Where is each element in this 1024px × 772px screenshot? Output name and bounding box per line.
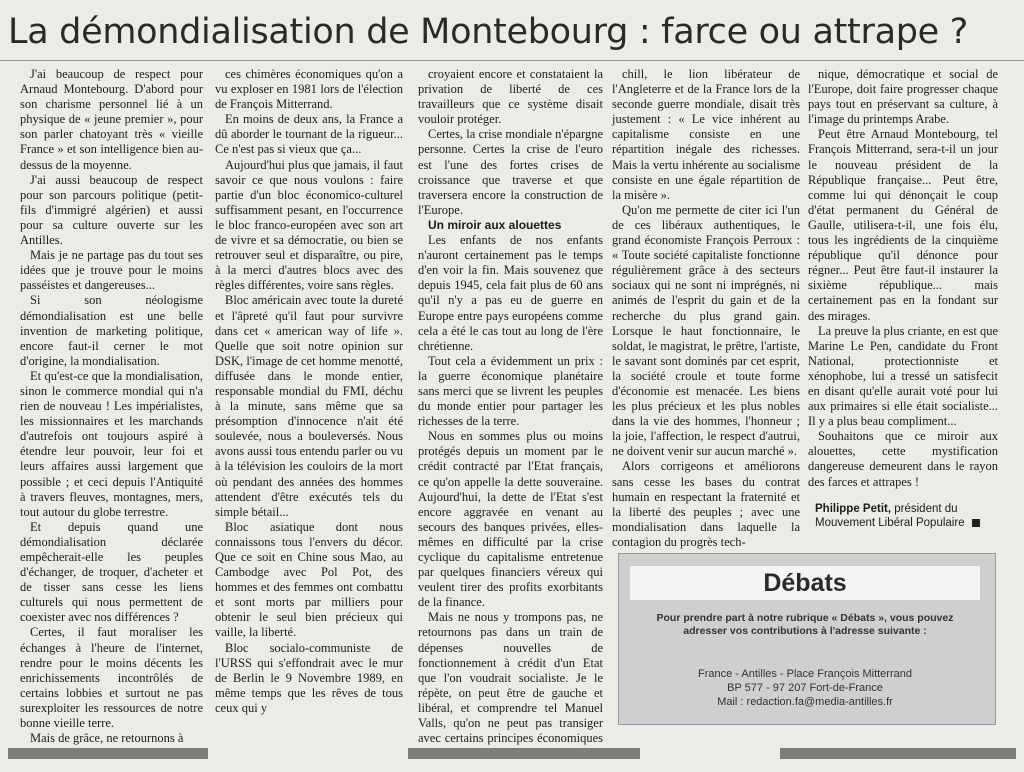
paragraph: Bloc asiatique dont nous connaissons tous l'envers du décor. Que ce soit en Chine sous Mao, au Cambodge avec Pol Pot, des hommes et des femmes ont combattu et sont morts par milliers pour obtenir le seul bien précieux qui vaille, la liberté. bbox=[215, 519, 403, 640]
paragraph: Souhaitons que ce miroir aux alouettes, cette mystification dangereuse demeurent dans le rayon des farces et attrapes ! bbox=[808, 429, 998, 489]
paragraph: Nous en sommes plus ou moins protégés depuis un moment par le crédit contracté par l'Etat français, ce qu'on appelle la dette souveraine. Aujourd'hui, la dette de l'Etat s'est encore aggravée en venant au secours des banques privées, elles-mêmes en difficulté par la crise cyclique du capitalisme entretenue par quelques financiers véreux qui veulent tirer des profits exorbitants de la finance. bbox=[418, 429, 603, 610]
headline-rule bbox=[0, 60, 1024, 61]
article-column-1 bbox=[20, 67, 203, 746]
end-of-article-mark bbox=[972, 519, 980, 527]
paragraph: Et qu'est-ce que la mondialisation, sinon le commerce mondial qui n'a rien de nouveau ! Les impérialistes, les missionnaires et les marchands d'autrefois ont toujours aspiré à étendre leur pouvoir, leur foi et leurs affaires aussi largement que possible ; et ceci depuis l'Antiquité à travers fleuves, montagnes, mers, tout autour du globe terrestre. bbox=[20, 368, 203, 519]
column-3-top bbox=[418, 67, 603, 218]
footer-bar-left bbox=[8, 748, 208, 759]
footer-bar-middle bbox=[408, 748, 640, 759]
paragraph: Mais de grâce, ne retournons à bbox=[30, 731, 184, 746]
headline: La démondialisation de Montebourg : farce ou attrape ? bbox=[8, 12, 968, 52]
subheading: Un miroir aux alouettes bbox=[428, 217, 562, 232]
paragraph: Peut être Arnaud Montebourg, tel François Mitterrand, sera-t-il un jour le nouveau président de la République française... Peut être, comme lui qui dénonçait le coup d'état permanent du Général de Gaulle, utilisera-t-il, une fois élu, tous les ingrédients de la cinquième république qu'il dénonce pour régner... Peut être faut-il instaurer la sixième république... mais certainement pas en la fondant sur des mirages. bbox=[808, 127, 998, 323]
contact-email: Mail : redaction.fa@media-antilles.fr bbox=[717, 696, 893, 708]
debats-title: Débats bbox=[630, 566, 980, 600]
paragraph: Certes, la crise mondiale n'épargne personne. Certes la crise de l'euro est l'une des fortes crises de croissance que traverse et que traversera encore la construction de l'Europe. bbox=[418, 127, 603, 217]
paragraph: Et depuis quand une démondialisation déclarée empêcherait-elle les peuples d'échanger, de troquer, d'acheter et de tisser sans cesse les liens culturels qui nous permettent de coexister avec nos différences ? bbox=[20, 519, 203, 625]
debats-address bbox=[640, 667, 970, 709]
paragraph: La preuve la plus criante, en est que Marine Le Pen, candidate du Front National, protectionniste et xénophobe, lui a tressé un satisfecit en disant qu'elle aurait voté pour lui aux primaires si elle était socialiste... Il y a plus beau compliment... bbox=[808, 323, 998, 429]
paragraph: Bloc socialo-communiste de l'URSS qui s'effondrait avec le mur de Berlin le 9 Novembre 1989, en même temps que les rêves de tous ceux qui y bbox=[215, 640, 403, 715]
column-3-bottom bbox=[418, 233, 603, 761]
author-name: Philippe Petit, bbox=[815, 503, 892, 515]
paragraph: J'ai beaucoup de respect pour Arnaud Montebourg. D'abord pour son charisme personnel lié à un physique de « jeune premier », pour son parler chatoyant très « vieille France » et son intelligence bien au-dessus de la moyenne. bbox=[20, 67, 203, 172]
article-column-2 bbox=[215, 67, 403, 730]
paragraph: En moins de deux ans, la France a dû aborder le tournant de la rigueur... Ce n'est pas si vieux que ça... bbox=[215, 112, 403, 157]
paragraph: Aujourd'hui plus que jamais, il faut savoir ce que nous voulons : faire partie d'un bloc économico-culturel suffisamment pesant, en l'occurrence le bloc franco-européen avec son art de vivre et sa démocratie, ou bien se retrouver seul et disparaître, ou pire, à la merci d'autres blocs avec des règles différentes, voire sans règles. bbox=[215, 157, 403, 293]
paragraph: Alors corrigeons et améliorons sans cesse les bases du contrat humain en respectant la fraternité et la liberté des peuples ; avec une mondialisation dans laquelle la contagion du progrès tech- bbox=[612, 459, 800, 549]
paragraph: ces chimères économiques qu'on a vu exploser en 1981 lors de l'élection de François Mitterrand. bbox=[215, 67, 403, 112]
debats-intro: Pour prendre part à notre rubrique « Débats », vous pouvez adresser vos contributions à l'adresse suivante : bbox=[656, 612, 954, 637]
footer-bar-right bbox=[780, 748, 1016, 759]
article-column-3 bbox=[418, 67, 603, 746]
paragraph: J'ai aussi beaucoup de respect pour son parcours politique (petit-fils d'immigré algérien) et aussi pour sa culture ouverte sur les Antilles. bbox=[20, 172, 203, 248]
paragraph: Bloc américain avec toute la dureté et l'âpreté qu'il faut pour survivre dans cet « american way of life ». Quelle que soit notre opinion sur DSK, l'image de cet homme menotté, diffusée dans le monde entier, responsable mondial du FMI, déchu à la minute, sans même que sa présomption d'innocence n'ait été soulevée, nous a bouleversés. Nous avons aussi tous entendu parler ou vu à la télévision les couloirs de la mort où pendant des années des hommes attendent d'être exécutés tels du simple bétail... bbox=[215, 293, 403, 519]
paragraph: Mais je ne partage pas du tout ses idées que je trouve pour le moins passéistes et dangereuses... bbox=[20, 248, 203, 293]
article-column-5 bbox=[808, 67, 998, 542]
paragraph: Certes, il faut moraliser les échanges à l'heure de l'internet, rendre pour le moins décents les enrichissements incontrôlés de certains lobbies et surtout ne pas surexploiter les ressources de notre bonne vieille terre. bbox=[20, 625, 203, 731]
author-signature bbox=[815, 502, 1005, 530]
paragraph: Les enfants de nos enfants n'auront certainement pas le temps d'en voir la fin. Mais souvenez que depuis 1945, cela fait plus de 60 ans qu'il n'y a pas eu de guerre en Europe entre pays européens comme cela a été le cas tout au long de l'ère chrétienne. bbox=[418, 233, 603, 353]
paragraph: nique, démocratique et social de l'Europe, doit faire progresser chaque pays tout en préservant sa culture, à l'image du printemps Arabe. bbox=[808, 67, 998, 127]
address-line-1: France - Antilles - Place François Mitterrand bbox=[698, 668, 912, 680]
paragraph: Qu'on me permette de citer ici l'un de ces libéraux authentiques, le grand économiste François Perroux : « Toute société capitaliste fonctionne régulièrement grâce à des secteurs sociaux qui ne sont ni imprégnés, ni animés de l'esprit du gain et de la recherche du plus grand gain. Lorsque le haut fonctionnaire, le soldat, le magistrat, le prêtre, l'artiste, le savant sont dominés par cet esprit, la société croule et toute forme d'économie est menacée. Les biens les plus précieux et les plus nobles dans la vie des hommes, l'honneur ; la joie, l'affection, le respect d'autrui, ne doivent venir sur aucun marché ». bbox=[612, 202, 800, 459]
author-role: président du Mouvement Libéral Populaire bbox=[815, 503, 965, 529]
paragraph: Mais ne nous y trompons pas, ne retournons pas dans un train de dépenses nouvelles de fonctionnement à crédit d'un Etat que l'on voudrait socialiste. Je le répète, on peut être de gauche et libéral, et comprendre tel Manuel Valls, qu'on ne peut pas transiger avec certains principes économiques bbox=[418, 610, 603, 746]
article-column-4 bbox=[612, 67, 800, 549]
address-line-2: BP 577 - 97 207 Fort-de-France bbox=[727, 682, 883, 694]
paragraph: croyaient encore et constataient la privation de liberté de ces travailleurs que ce système disait vouloir protéger. bbox=[418, 67, 603, 127]
paragraph: Tout cela a évidemment un prix : la guerre économique planétaire sans merci que se livrent les peuples du monde entier pour partager les richesses de la terre. bbox=[418, 353, 603, 429]
paragraph: Si son néologisme démondialisation est une belle invention de marketing politique, encore faut-il cerner le mot d'origine, la mondialisation. bbox=[20, 293, 203, 368]
paragraph: chill, le lion libérateur de l'Angleterre et de la France lors de la seconde guerre mondiale, disait très justement : « Le vice inhérent au capitalisme consiste en une répartition inégale des richesses. Mais la vertu inhérente au socialisme consiste en une égale répartition de la misère ». bbox=[612, 67, 800, 202]
